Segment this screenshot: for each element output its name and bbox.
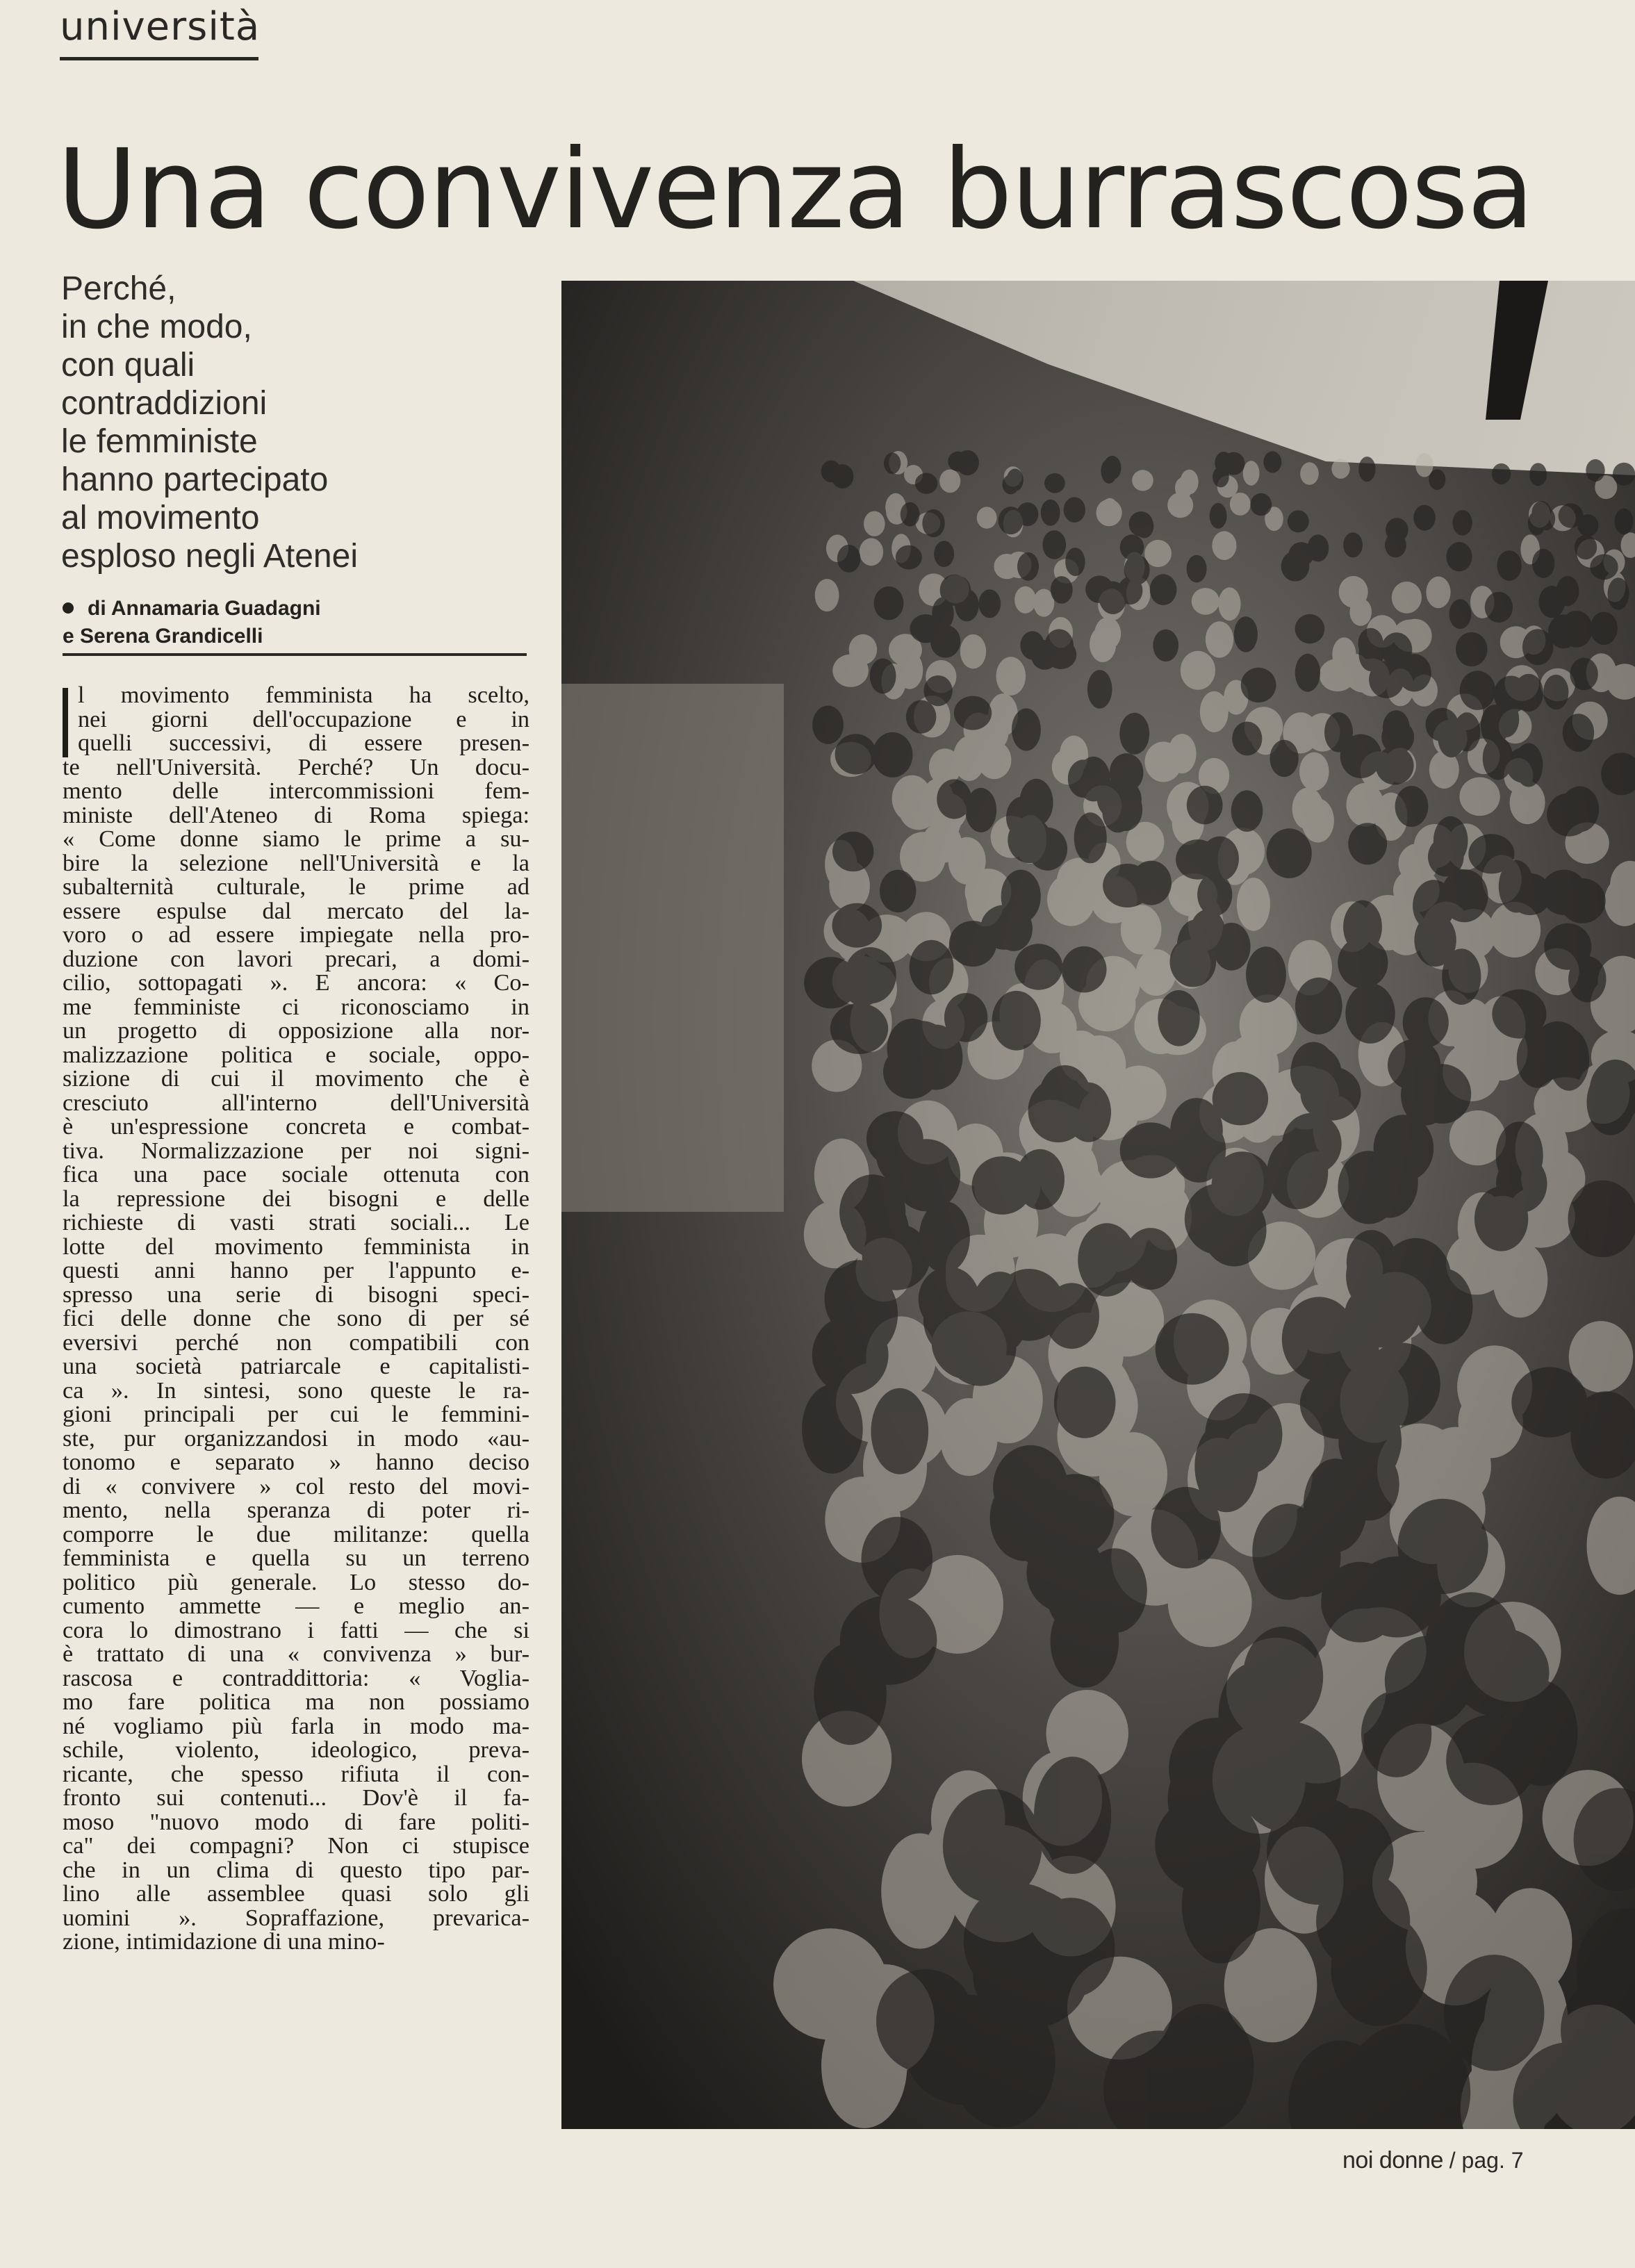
crowd-shape (1492, 463, 1511, 484)
crowd-shape (812, 1315, 889, 1394)
crowd-shape (1392, 582, 1422, 614)
subtitle-line: Perché, (61, 270, 176, 307)
crowd-shape (1065, 548, 1085, 576)
crowd-shape (1124, 1228, 1177, 1290)
crowd-shape (830, 1003, 888, 1054)
body-line: una società patriarcale e capitalisti- (63, 1353, 529, 1379)
crowd-shape (1103, 456, 1122, 480)
crowd-shape (1345, 983, 1395, 1044)
crowd-shape (1361, 1691, 1431, 1777)
crowd-shape (1358, 457, 1375, 482)
crowd-shape (1331, 1912, 1427, 2026)
crowd-shape (1034, 1757, 1111, 1874)
crowd-shape (1231, 790, 1263, 832)
body-line: « Come donne siamo le prime a su- (63, 825, 529, 852)
crowd-shape (1613, 463, 1635, 486)
body-line: un progetto di opposizione alla nor- (63, 1017, 529, 1044)
crowd-shape (1301, 798, 1334, 842)
crowd-shape (1300, 462, 1319, 485)
body-line: cilio, sottopagati ». E ancora: « Co- (63, 969, 529, 996)
crowd-shape (1570, 658, 1597, 691)
crowd-shape (1433, 816, 1468, 865)
crowd-shape (1150, 574, 1177, 605)
crowd-shape (1446, 542, 1472, 571)
crowd-shape (1517, 1030, 1559, 1088)
crowd-shape (812, 706, 844, 744)
crowd-shape (1474, 1187, 1528, 1251)
crowd-shape (1267, 828, 1312, 878)
crowd-shape (1197, 873, 1232, 917)
crowd-shape (1281, 551, 1310, 582)
crowd-shape (1449, 599, 1472, 629)
crowd-shape (1062, 946, 1106, 993)
byline-rule (63, 653, 527, 656)
crowd-shape (1103, 864, 1152, 907)
crowd-shape (1348, 823, 1387, 864)
body-line: te nell'Università. Perché? Un docu- (63, 753, 529, 780)
crowd-shape (1156, 1313, 1229, 1385)
crowd-shape (1213, 923, 1250, 971)
crowd-shape (815, 579, 839, 611)
byline-author-2: e Serena Grandicelli (63, 625, 263, 648)
crowd-shape (940, 1398, 998, 1476)
body-line: politico più generale. Lo stesso do- (63, 1568, 529, 1595)
crowd-shape (1301, 1067, 1361, 1121)
crowd-shape (1200, 691, 1229, 732)
crowd-shape (1559, 503, 1584, 527)
crowd-shape (1270, 740, 1298, 777)
crowd-shape (1170, 937, 1217, 987)
body-line: voro o ad essere impiegate nella pro- (63, 921, 529, 948)
body-line: ricante, che spesso rifiuta il con- (63, 1760, 529, 1787)
crowd-shape (972, 1156, 1033, 1215)
crowd-shape (1014, 944, 1062, 989)
crowd-shape (1042, 530, 1066, 559)
body-line: ministe dell'Ateneo di Roma spiega: (63, 801, 529, 828)
crowd-shape (932, 1304, 1008, 1380)
crowd-shape (1121, 905, 1162, 954)
article-body (63, 683, 529, 1954)
body-line: nei giorni dell'occupazione e in (78, 705, 529, 732)
crowd-shape (1136, 949, 1176, 996)
section-underline (60, 57, 258, 60)
crowd-shape (1460, 671, 1495, 710)
crowd-shape (871, 1388, 929, 1474)
crowd-shape (1452, 510, 1472, 536)
body-line: me femministe ci riconosciamo in (63, 993, 529, 1020)
crowd-shape (1499, 860, 1534, 913)
crowd-shape (1206, 621, 1233, 657)
body-line: cumento ammette — e meglio an- (63, 1593, 529, 1619)
crowd-shape (996, 657, 1026, 696)
crowd-shape (835, 734, 877, 774)
crowd-shape (999, 507, 1024, 534)
crowd-shape (1185, 1183, 1252, 1254)
crowd-shape (1012, 708, 1041, 750)
crowd-shape (1017, 552, 1039, 581)
crowd-shape (1540, 870, 1586, 915)
crowd-shape (1429, 469, 1445, 490)
crowd-shape (1568, 956, 1606, 1002)
crowd-shape (1608, 577, 1629, 609)
crowd-shape (1321, 1562, 1399, 1643)
article-subtitle (61, 270, 506, 575)
crowd-shape (1041, 500, 1060, 526)
page-footer (1342, 2147, 1524, 2174)
crowd-shape (1459, 778, 1500, 816)
crowd-shape (1210, 503, 1227, 529)
crowd-shape (1158, 990, 1199, 1046)
body-line: malizzazione politica e sociale, oppo- (63, 1041, 529, 1068)
crowd-shape (1441, 869, 1488, 922)
crowd-shape (905, 1994, 1026, 2105)
crowd-shape (1442, 948, 1481, 1005)
crowd-shape (1099, 582, 1127, 614)
crowd-shape (1568, 1181, 1635, 1258)
crowd-shape (1014, 586, 1036, 614)
crowd-shape (1295, 978, 1342, 1035)
body-line: bire la selezione nell'Università e la (63, 849, 529, 876)
crowd-shape (832, 464, 854, 488)
crowd-shape (1054, 1367, 1116, 1438)
byline-author-1: di Annamaria Guadagni (88, 597, 321, 620)
crowd-shape (1003, 475, 1019, 494)
crowd-shape (980, 905, 1028, 949)
subtitle-line: al movimento (61, 500, 260, 536)
body-line: richieste di vasti strati sociali... Le (63, 1209, 529, 1235)
crowd-photo-illustration (561, 281, 1635, 2129)
crowd-shape (1066, 1083, 1111, 1142)
subtitle-line: esploso negli Atenei (61, 538, 358, 575)
section-label: università (60, 4, 261, 49)
body-line: l movimento femminista ha scelto, (78, 682, 529, 708)
crowd-shape (1331, 459, 1349, 479)
crowd-shape (832, 903, 882, 948)
crowd-shape (1246, 946, 1286, 1003)
crowd-shape (1074, 812, 1107, 863)
crowd-shape (1182, 1847, 1260, 1964)
body-line: mo fare politica ma non possiamo (63, 1688, 529, 1715)
crowd-shape (1192, 588, 1219, 615)
crowd-shape (1295, 654, 1320, 692)
body-line: è un'espressione concreta e combat- (63, 1113, 529, 1140)
crowd-shape (1591, 612, 1618, 645)
crowd-shape (930, 625, 960, 658)
crowd-shape (1575, 535, 1597, 559)
crowd-shape (1044, 473, 1065, 493)
crowd-shape (1234, 616, 1258, 652)
crowd-shape (1243, 461, 1260, 486)
body-line: quelli successivi, di essere presen- (78, 730, 529, 756)
crowd-shape (1237, 878, 1270, 931)
crowd-shape (978, 589, 1001, 618)
crowd-shape (870, 659, 896, 694)
crowd-shape (906, 700, 937, 734)
body-line: lino alle assemblee quasi solo gli (63, 1880, 529, 1907)
crowd-shape (1181, 651, 1215, 690)
body-line: ca" dei compagni? Non ci stupisce (63, 1832, 529, 1859)
body-line: subalternità culturale, le prime ad (63, 873, 529, 900)
crowd-shape (1087, 670, 1112, 709)
crowd-shape (1456, 632, 1488, 666)
crowd-shape (1232, 722, 1262, 756)
crowd-shape (1446, 1715, 1536, 1805)
body-line: duzione con lavori precari, a domi- (63, 945, 529, 972)
article-headline: Una convivenza burrascosa (57, 126, 1534, 254)
crowd-shape (892, 775, 932, 822)
crowd-shape (1338, 1151, 1399, 1224)
body-line: mento, nella speranza di poter ri- (63, 1497, 529, 1523)
crowd-shape (1414, 1064, 1472, 1124)
crowd-shape (1181, 470, 1199, 495)
crowd-shape (1064, 497, 1085, 523)
crowd-shape (992, 991, 1041, 1051)
body-line: eversivi perché non compatibili con (63, 1329, 529, 1356)
crowd-shape (1485, 592, 1513, 623)
crowd-shape (923, 675, 952, 706)
crowd-shape (832, 832, 873, 872)
body-line: fica una pace sociale ottenuta con (63, 1161, 529, 1188)
body-line: cora lo dimostrano i fatti — che si (63, 1616, 529, 1643)
crowd-shape (1120, 534, 1144, 560)
crowd-shape (960, 634, 986, 668)
crowd-shape (1385, 533, 1406, 558)
crowd-shape (1615, 509, 1634, 535)
crowd-shape (939, 470, 960, 493)
crowd-shape (884, 452, 901, 474)
crowd-shape (896, 545, 922, 570)
crowd-shape (1547, 793, 1591, 836)
body-line: cresciuto all'interno dell'Università (63, 1089, 529, 1116)
article-photo (561, 281, 1635, 2129)
subtitle-line: hanno partecipato (61, 461, 329, 498)
crowd-shape (1415, 1269, 1472, 1345)
crowd-shape (1426, 577, 1450, 609)
crowd-shape (1145, 741, 1183, 782)
body-line: femminista e quella su un terreno (63, 1545, 529, 1571)
crowd-shape (1168, 1559, 1252, 1647)
crowd-shape (864, 511, 885, 536)
crowd-shape (1397, 654, 1431, 691)
body-line: spresso una serie di bisogni speci- (63, 1281, 529, 1308)
body-line: rascosa e contraddittoria: « Voglia- (63, 1664, 529, 1691)
crowd-shape (1230, 493, 1251, 516)
crowd-shape (1167, 493, 1193, 518)
crowd-shape (1031, 640, 1059, 670)
crowd-shape (1263, 452, 1281, 473)
crowd-shape (1590, 554, 1618, 580)
crowd-shape (1531, 501, 1551, 524)
crowd-shape (1340, 734, 1382, 778)
crowd-shape (910, 940, 954, 994)
crowd-shape (1358, 628, 1383, 659)
crowd-shape (1532, 549, 1554, 578)
crowd-shape (1187, 555, 1207, 583)
crowd-shape (1510, 781, 1545, 824)
crowd-shape (1586, 459, 1604, 482)
crowd-shape (1267, 1136, 1328, 1210)
crowd-shape (1096, 500, 1122, 527)
crowd-shape (1543, 675, 1568, 709)
crowd-shape (1094, 617, 1121, 650)
crowd-shape (1250, 493, 1272, 516)
body-line: tonomo e separato » hanno deciso (63, 1449, 529, 1475)
body-line: uomini ». Sopraffazione, prevarica- (63, 1904, 529, 1931)
crowd-shape (1008, 817, 1051, 863)
crowd-shape (832, 655, 869, 687)
crowd-shape (1563, 714, 1594, 752)
crowd-shape (883, 1045, 939, 1099)
crowd-shape (1338, 937, 1388, 988)
crowd-shape (842, 960, 885, 1006)
body-line: comporre le due militanze: quella (63, 1520, 529, 1547)
crowd-shape (1299, 753, 1329, 791)
crowd-shape (915, 473, 937, 494)
subtitle-line: con quali (61, 347, 195, 384)
crowd-shape (1241, 668, 1276, 702)
crowd-shape (814, 1643, 887, 1745)
crowd-shape (1522, 629, 1553, 665)
crowd-shape (873, 732, 913, 778)
body-line: fici delle donne che sono di per sé (63, 1305, 529, 1331)
magazine-brand: noi donne (1342, 2147, 1443, 2174)
crowd-shape (1144, 540, 1172, 567)
body-line: essere espulse dal mercato del la- (63, 897, 529, 924)
crowd-shape (1497, 550, 1521, 581)
crowd-shape (1288, 510, 1309, 532)
crowd-shape (1132, 470, 1153, 491)
crowd-shape (860, 538, 883, 566)
crowd-shape (1454, 712, 1480, 751)
crowd-shape (1120, 1122, 1181, 1178)
crowd-shape (1343, 532, 1363, 557)
body-line: moso "nuovo modo di fare politi- (63, 1808, 529, 1835)
crowd-shape (1051, 1595, 1119, 1688)
crowd-shape (837, 545, 861, 573)
body-line: la repressione dei bisogni e delle (63, 1185, 529, 1212)
body-line: ste, pur organizzandosi in modo «au- (63, 1424, 529, 1452)
crowd-shape (1057, 858, 1102, 903)
crowd-shape (1212, 531, 1236, 560)
crowd-shape (1252, 1504, 1324, 1600)
bullet-icon (63, 602, 74, 614)
body-line: schile, violento, ideologico, preva- (63, 1736, 529, 1763)
crowd-shape (1413, 505, 1436, 531)
subtitle-line: contraddizioni (61, 385, 268, 422)
crowd-shape (862, 1517, 933, 1602)
page-number: / pag. 7 (1449, 2148, 1524, 2173)
crowd-shape (1218, 587, 1240, 621)
crowd-shape (1112, 1066, 1167, 1121)
crowd-shape (1395, 786, 1429, 827)
body-line: ca ». In sintesi, sono queste le ra- (63, 1377, 529, 1404)
body-line: questi anni hanno per l'appunto e- (63, 1257, 529, 1283)
crowd-shape (954, 696, 992, 730)
crowd-shape (937, 779, 971, 819)
crowd-shape (1587, 1069, 1635, 1135)
crowd-shape (1051, 576, 1073, 604)
crowd-shape (922, 509, 944, 537)
crowd-shape (977, 507, 997, 528)
crowd-shape (1483, 737, 1513, 780)
body-line: che in un clima di questo tipo par- (63, 1856, 529, 1883)
crowd-shape (802, 1384, 863, 1473)
crowd-shape (1215, 452, 1233, 474)
crowd-shape (880, 870, 916, 912)
crowd-shape (1556, 576, 1579, 606)
crowd-shape (1295, 614, 1325, 643)
crowd-shape (1213, 1072, 1268, 1126)
body-line: fronto sui contenuti... Dov'è il fa- (63, 1784, 529, 1811)
crowd-shape (948, 452, 968, 472)
body-line: tiva. Normalizzazione per noi signi- (63, 1137, 529, 1164)
crowd-shape (1307, 534, 1329, 561)
crowd-shape (1135, 514, 1153, 538)
body-line: né vogliamo più farla in modo ma- (63, 1712, 529, 1739)
crowd-shape (1151, 1487, 1221, 1568)
body-line: sizione di cui il movimento che è (63, 1065, 529, 1092)
crowd-shape (1349, 598, 1372, 626)
crowd-shape (1153, 630, 1178, 662)
body-line: zione, intimidazione di una mino- (63, 1928, 385, 1955)
crowd-shape (901, 502, 920, 527)
subtitle-line: le femministe (61, 423, 258, 460)
body-line: di « convivere » col resto del movi- (63, 1472, 529, 1499)
crowd-shape (1376, 746, 1414, 784)
crowd-shape (1187, 786, 1223, 825)
crowd-shape (1119, 713, 1149, 755)
body-line: lotte del movimento femminista in (63, 1233, 529, 1260)
crowd-shape (1109, 789, 1143, 831)
crowd-shape (874, 586, 904, 620)
body-line: gioni principali per cui le femmini- (63, 1401, 529, 1427)
crowd-shape (1493, 701, 1519, 737)
body-line: mento delle intercommissioni fem- (63, 778, 529, 804)
subtitle-line: in che modo, (61, 309, 252, 345)
body-line: è trattato di una « convivenza » bur- (63, 1641, 529, 1667)
crowd-shape (934, 541, 954, 567)
crowd-shape (1529, 463, 1547, 486)
article-byline (63, 595, 535, 650)
